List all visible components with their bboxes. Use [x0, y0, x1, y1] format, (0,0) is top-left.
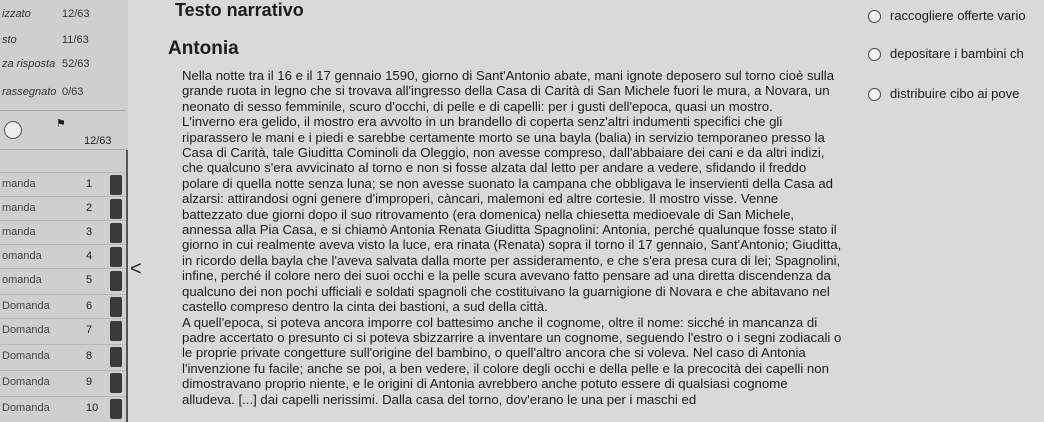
reading-panel: [150, 0, 850, 422]
question-status-bar: [110, 399, 122, 419]
question-number: 3: [86, 226, 93, 238]
question-number: 2: [86, 202, 93, 214]
stat-value: 11/63: [62, 34, 89, 46]
question-label: Domanda: [2, 402, 50, 414]
question-number: 9: [86, 376, 93, 388]
answer-option[interactable]: [868, 6, 1044, 28]
question-status-bar: [110, 247, 122, 267]
answer-options: [868, 0, 1044, 422]
question-number: 8: [86, 350, 93, 362]
passage-text: [182, 68, 842, 407]
question-item[interactable]: [0, 196, 128, 220]
question-item[interactable]: [0, 396, 128, 420]
option-label: depositare i bambini ch: [890, 46, 1024, 61]
stat-value: 12/63: [62, 8, 90, 20]
question-status-bar: [110, 321, 122, 341]
answer-option[interactable]: [868, 44, 1044, 66]
passage-paragraph: A quell'epoca, si poteva ancora imporre col battesimo anche il cognome, oltre il nome: sicché in mancanza di padre accertato o presunto ci si poteva sbizzarrire a inventare un cognome, seguendo l'estro o i segni zodiacali o le proprie private congetture sull'origine del bambino, o quell'altro ancora che si voleva. Nel caso di Antonia l'invenzione fu facile; anche se poi, a ben vedere, il colore degli occhi e della pelle e la precocità dei capelli non dimostravano proprio niente, e le origini di Antonia avrebbero anche potuto essere di qualsiasi cognome alludeva. [...] dai capelli nerissimi. Dalla casa del torno, dov'erano le una per i maschi ed: [182, 314, 842, 407]
question-item[interactable]: [0, 244, 128, 268]
stat-label: rassegnato: [2, 86, 57, 98]
radio-button[interactable]: [868, 48, 881, 61]
question-label: omanda: [2, 250, 42, 262]
question-status-bar: [110, 199, 122, 219]
question-status-bar: [110, 373, 122, 393]
question-item[interactable]: [0, 344, 128, 368]
stat-label: izzato: [2, 8, 31, 20]
option-label: distribuire cibo ai pove: [890, 86, 1020, 101]
question-number: 7: [86, 324, 93, 336]
stat-value: 52/63: [62, 58, 90, 70]
question-label: manda: [2, 202, 36, 214]
passage-paragraph: L'inverno era gelido, il mostro era avvolto in un brandello di coperta senz'altri indumenti specifici che gli riparassero le mani e i piedi e sarebbe certamente morto se una bayla (balia) in servizio temporaneo presso la Casa di Carità, tale Giuditta Cominoli da Oleggio, non avesse compreso, dall'abbaiare dei cani e da altri indizi, che qualcuno s'era avvicinato al torno e non si fosse alzata dal letto per andare a vedere, sfidando il freddo polare di quella notte senza luna; se non avesse suonato la campana che obbligava le inservienti della Casa ad alzarsi: attirandosi ogni genere d'improperi, càncari, malemoni ed altre cortesie. Il mostro visse. Venne battezzato due giorni dopo il suo ritrovamento (era domenica) nella chiesetta medioevale di San Michele, annessa alla Pia Casa, e si chiamò Antonia Renata Giuditta Spagnolini: Antonia, perché qualunque fosse stato il giorno in cui realmente aveva visto la luce, era rinata (Renata) sopra il torno il 17 gennaio, Sant'Antonio; Giuditta, in ricordo della bayla che l'aveva salvata dalla morte per assideramento, e che s'era presa cura di lei; Spagnolini, infine, perché il colore nero dei suoi occhi e la pelle scura avevano fatto pensare ad una diretta discendenza da qualcuno dei non pochi ufficiali e soldati spagnoli che costituivano la guarnigione di Novara e che abitavano nel castello compreso dentro la cinta dei bastioni, a sud della città.: [182, 114, 842, 315]
question-number: 5: [86, 274, 93, 286]
stat-unanswered: [0, 56, 120, 76]
question-number: 6: [86, 300, 93, 312]
stat-label: sto: [2, 34, 17, 46]
collapse-sidebar-icon[interactable]: <: [130, 258, 142, 280]
question-item[interactable]: [0, 268, 128, 292]
question-label: Domanda: [2, 350, 50, 362]
question-label: Domanda: [2, 376, 50, 388]
question-label: Domanda: [2, 324, 50, 336]
question-nav: [0, 110, 126, 150]
stat-seen: [0, 32, 120, 52]
question-number: 1: [86, 178, 93, 190]
stat-label: za risposta: [2, 58, 56, 70]
question-counter: 12/63: [84, 135, 112, 147]
flag-icon[interactable]: ⚑: [56, 118, 66, 130]
passage-title: Antonia: [168, 38, 239, 59]
answer-option[interactable]: [868, 84, 1044, 106]
question-status-bar: [110, 175, 122, 195]
question-item[interactable]: [0, 172, 128, 196]
question-number: 10: [86, 402, 99, 414]
stat-value: 0/63: [62, 86, 84, 98]
question-item[interactable]: [0, 294, 128, 318]
stat-submitted: [0, 84, 120, 104]
option-label: raccogliere offerte vario: [890, 8, 1026, 23]
question-status-bar: [110, 223, 122, 243]
radio-button[interactable]: [868, 10, 881, 23]
stat-answered: [0, 6, 120, 26]
question-label: manda: [2, 226, 36, 238]
question-label: omanda: [2, 274, 42, 286]
question-status-bar: [110, 271, 122, 291]
question-label: Domanda: [2, 300, 50, 312]
page-title: Testo narrativo: [175, 0, 304, 20]
question-number: 4: [86, 250, 93, 262]
nav-radio-button[interactable]: [4, 121, 22, 139]
passage-paragraph: Nella notte tra il 16 e il 17 gennaio 1590, giorno di Sant'Antonio abate, mani ignote deposero sul torno cioè sulla grande ruota in legno che si trovava all'ingresso della Casa di Carità di San Michele fuori le mura, a Novara, un neonato di sesso femminile, scuro d'occhi, di pelle e di capelli: per i gusti dell'epoca, quasi un mostro.: [182, 68, 835, 114]
question-item[interactable]: [0, 220, 128, 244]
radio-button[interactable]: [868, 88, 881, 101]
question-sidebar: [0, 0, 128, 422]
question-status-bar: [110, 297, 122, 317]
question-status-bar: [110, 347, 122, 367]
question-item[interactable]: [0, 318, 128, 342]
question-label: manda: [2, 178, 36, 190]
sidebar-divider: [126, 150, 128, 422]
question-item[interactable]: [0, 370, 128, 394]
